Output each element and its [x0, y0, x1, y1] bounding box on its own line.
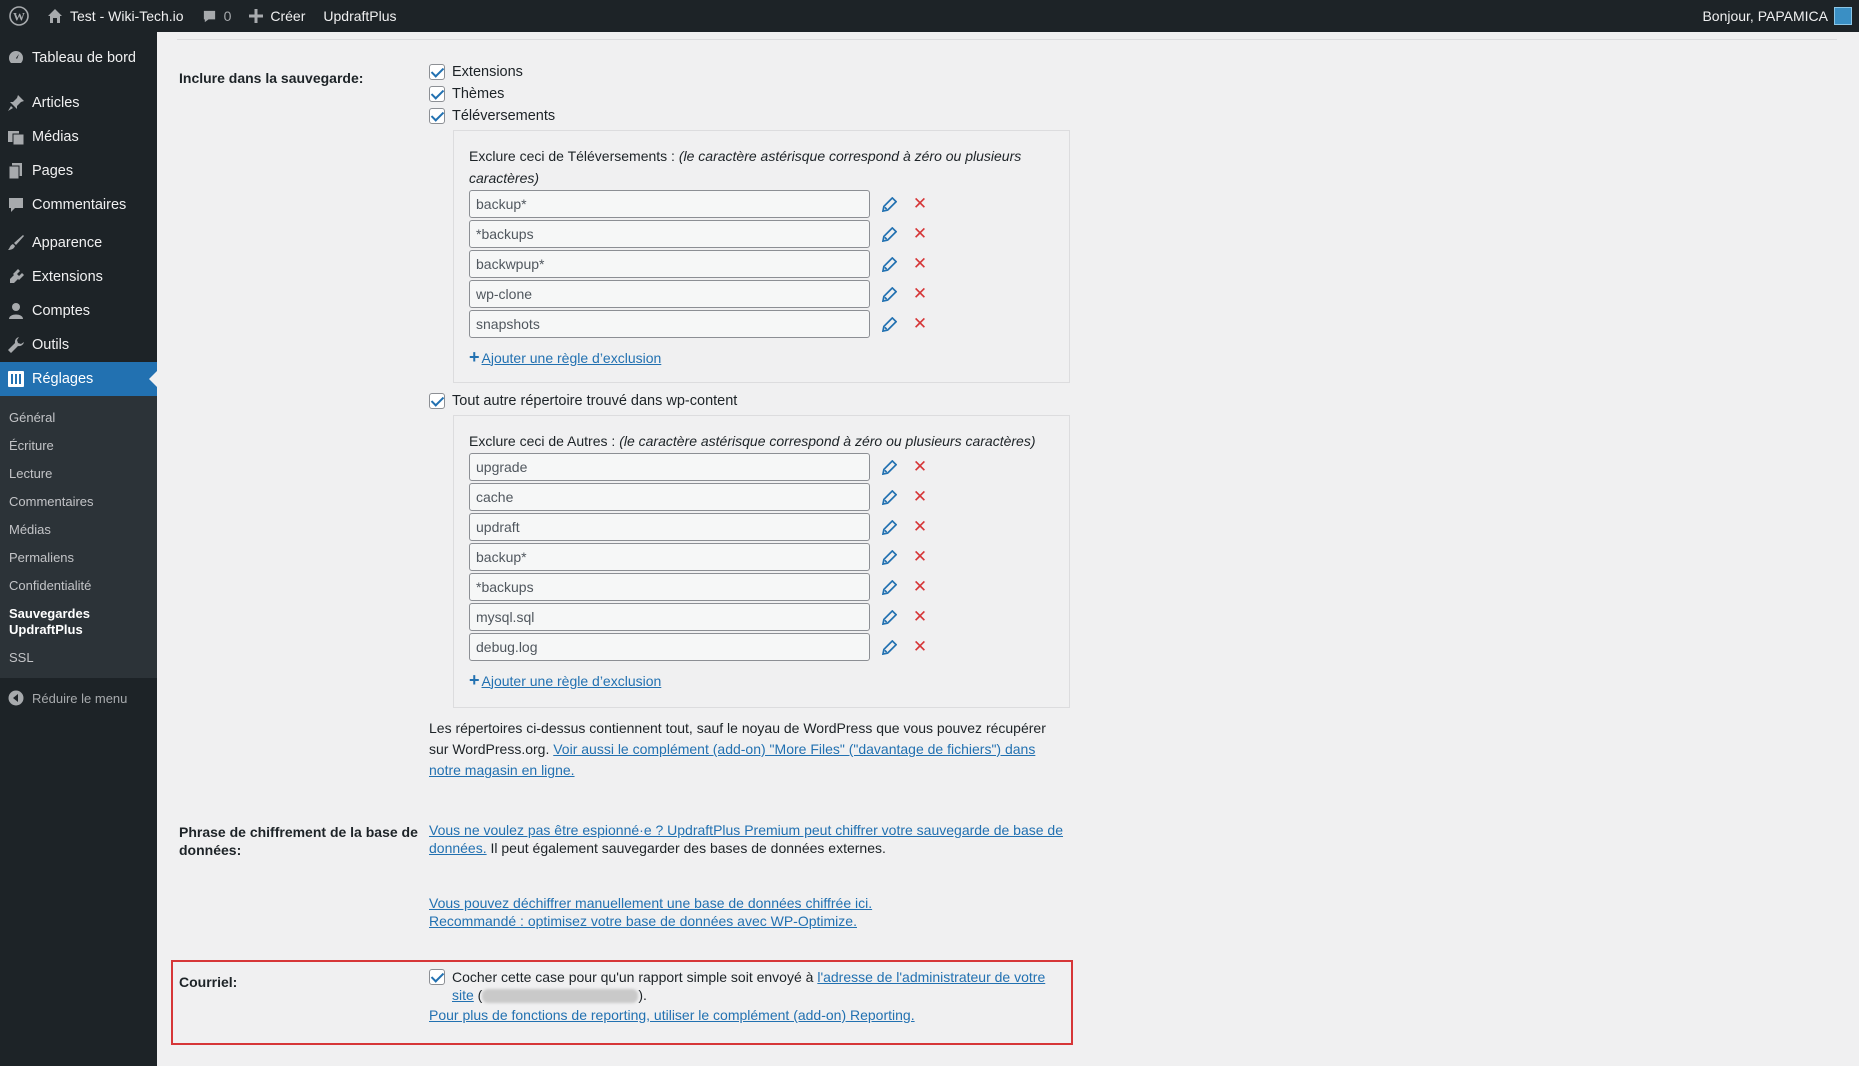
themes-label: Thèmes [452, 86, 505, 102]
pages-icon [7, 162, 25, 180]
sidebar-item-tools[interactable] [0, 328, 157, 362]
others-add-rule-label[interactable]: Ajouter une règle d’exclusion [481, 672, 662, 689]
exclude-rule-row [469, 542, 1054, 572]
settings-submenu [0, 396, 157, 678]
home-icon [47, 8, 63, 24]
submenu-item-privacy[interactable]: Confidentialité [9, 578, 92, 593]
decrypt-database-link[interactable]: Vous pouvez déchiffrer manuellement une base de données chiffrée ici. [429, 895, 873, 911]
delete-icon[interactable]: ✕ [912, 254, 928, 273]
wordpress-icon [9, 6, 29, 26]
exclude-rule-row [469, 632, 1054, 662]
comments-count: 0 [223, 8, 232, 24]
uploads-rules-list [469, 189, 1054, 339]
avatar [1834, 7, 1852, 25]
delete-icon[interactable]: ✕ [912, 284, 928, 303]
exclude-rule-row [469, 309, 1054, 339]
extensions-label: Extensions [452, 64, 523, 80]
plugin-icon [7, 268, 25, 286]
exclude-rule-row [469, 602, 1054, 632]
sidebar-item-users[interactable] [0, 294, 157, 328]
updraftplus-menu-link[interactable] [314, 0, 405, 32]
exclude-rule-input[interactable]: mysql.sql [469, 603, 870, 631]
sidebar-item-label: Extensions [32, 269, 103, 285]
updraftplus-label: UpdraftPlus [323, 8, 397, 24]
others-exclude-hint: (le caractère astérisque correspond à zéro ou plusieurs caractères) [619, 433, 1036, 449]
sidebar-item-articles[interactable] [0, 86, 157, 120]
pencil-icon[interactable] [882, 316, 898, 332]
email-field [429, 968, 1069, 1024]
encryption-label: Phrase de chiffrement de la base de données: [179, 824, 418, 858]
exclude-rule-row [469, 512, 1054, 542]
include-label: Inclure dans la sauvegarde: [179, 70, 364, 86]
plus-icon: + [469, 347, 480, 367]
email-checkbox-label: Cocher cette case pour qu'un rapport simple soit envoyé à [452, 969, 818, 985]
pencil-icon[interactable] [882, 549, 898, 565]
comments-link[interactable] [193, 0, 241, 32]
plus-icon [249, 9, 263, 23]
sidebar-item-label: Outils [32, 337, 70, 353]
collapse-menu-button[interactable] [0, 680, 157, 716]
uploads-label: Téléversements [452, 108, 556, 124]
submenu-item-permalinks[interactable]: Permaliens [9, 550, 75, 565]
exclude-rule-row [469, 219, 1054, 249]
exclude-rule-input[interactable]: backup* [469, 190, 870, 218]
submenu-item-general[interactable]: Général [9, 410, 56, 425]
exclude-rule-input[interactable]: cache [469, 483, 870, 511]
delete-icon[interactable]: ✕ [912, 517, 928, 536]
delete-icon[interactable]: ✕ [912, 487, 928, 506]
directories-note-text: Les répertoires ci-dessus contiennent tout, sauf le noyau de WordPress que vous pouvez récupérer sur WordPress.org. [429, 720, 1046, 757]
pencil-icon[interactable] [882, 196, 898, 212]
sidebar-item-comments[interactable] [0, 188, 157, 222]
pencil-icon[interactable] [882, 609, 898, 625]
sidebar-item-label: Comptes [32, 303, 91, 319]
sidebar-item-label: Apparence [32, 235, 103, 251]
delete-icon[interactable]: ✕ [912, 314, 928, 333]
extensions-checkbox-row[interactable] [429, 61, 555, 83]
dashboard-icon [7, 49, 25, 67]
submenu-item-media[interactable]: Médias [9, 522, 51, 537]
comment-icon [7, 196, 25, 214]
wordpress-logo-button[interactable] [0, 0, 38, 32]
delete-icon[interactable]: ✕ [912, 224, 928, 243]
greeting: Bonjour, PAPAMICA [1702, 8, 1828, 24]
exclude-rule-row [469, 189, 1054, 219]
exclude-rule-row [469, 279, 1054, 309]
uploads-checkbox[interactable] [429, 108, 445, 124]
exclude-rule-input[interactable]: backwpup* [469, 250, 870, 278]
uploads-checkbox-row[interactable] [429, 105, 555, 127]
user-icon [7, 302, 25, 320]
pencil-icon[interactable] [882, 639, 898, 655]
sidebar-item-dashboard[interactable] [0, 41, 157, 75]
sidebar-item-plugins[interactable] [0, 260, 157, 294]
exclude-rule-input[interactable]: wp-clone [469, 280, 870, 308]
themes-checkbox[interactable] [429, 86, 445, 102]
sidebar-item-label: Réglages [32, 371, 94, 387]
sidebar-item-label: Pages [32, 163, 74, 179]
pencil-icon[interactable] [882, 519, 898, 535]
exclude-rule-input[interactable]: backup* [469, 543, 870, 571]
pencil-icon[interactable] [882, 489, 898, 505]
submenu-item-ssl[interactable]: SSL [9, 650, 34, 665]
email-report-checkbox[interactable] [429, 969, 445, 985]
brush-icon [7, 234, 25, 252]
sidebar-item-pages[interactable] [0, 154, 157, 188]
themes-checkbox-row[interactable] [429, 83, 555, 105]
others-exclude-box [453, 415, 1070, 708]
delete-icon[interactable]: ✕ [912, 547, 928, 566]
exclude-rule-row [469, 572, 1054, 602]
encryption-field [429, 821, 1069, 857]
premium-encryption-link[interactable]: Vous ne voulez pas être espionné·e ? UpdraftPlus Premium peut chiffrer votre sauvegarde de base de données. [429, 822, 1064, 856]
uploads-exclude-prefix: Exclure ceci de Téléversements : [469, 148, 679, 164]
admin-bar [0, 0, 1859, 32]
site-name: Test - Wiki-Tech.io [70, 8, 184, 24]
uploads-add-rule-link[interactable] [469, 347, 1054, 368]
submenu-item-updraftplus[interactable]: Sauvegardes UpdraftPlus [9, 606, 90, 637]
delete-icon[interactable]: ✕ [912, 637, 928, 656]
sidebar-item-label: Articles [32, 95, 80, 111]
exclude-rule-input[interactable]: *backups [469, 573, 870, 601]
sidebar-item-settings[interactable] [0, 362, 157, 396]
sidebar-item-label: Tableau de bord [32, 50, 136, 66]
email-report-text: Cocher cette case pour qu'un rapport simple soit envoyé à l'adresse de l'administrateur de votre site ( ). [452, 969, 1046, 1003]
more-files-link[interactable]: Voir aussi le complément (add-on) "More Files" ("davantage de fichiers") dans notre magasin en ligne. [429, 741, 1036, 778]
others-checkbox-row[interactable] [429, 390, 737, 412]
sidebar-item-media[interactable] [0, 120, 157, 154]
redacted-email [482, 989, 638, 1003]
exclude-rule-row [469, 482, 1054, 512]
uploads-exclude-box [453, 130, 1070, 383]
admin-sidebar [0, 32, 157, 1066]
others-checkbox[interactable] [429, 393, 445, 409]
encryption-text: Il peut également sauvegarder des bases de données externes. [486, 840, 886, 856]
others-option [429, 390, 737, 412]
email-label: Courriel: [179, 974, 238, 990]
others-label: Tout autre répertoire trouvé dans wp-content [452, 393, 738, 409]
admin-email-link[interactable]: l'adresse de l'administrateur de votre site [452, 969, 1046, 1003]
wrench-icon [7, 336, 25, 354]
site-name-link[interactable] [38, 0, 193, 32]
exclude-rule-input[interactable]: upgrade [469, 453, 870, 481]
extensions-checkbox[interactable] [429, 64, 445, 80]
settings-icon [8, 371, 24, 387]
submenu-item-reading[interactable]: Lecture [9, 466, 53, 481]
wp-optimize-link[interactable]: Recommandé : optimisez votre base de données avec WP-Optimize. [429, 913, 857, 929]
sidebar-item-label: Commentaires [32, 197, 127, 213]
pencil-icon[interactable] [882, 256, 898, 272]
others-add-rule-link[interactable] [469, 670, 1054, 691]
new-content-label: Créer [270, 8, 306, 24]
others-exclude-description [469, 430, 1054, 452]
delete-icon[interactable]: ✕ [912, 577, 928, 596]
collapse-menu-label: Réduire le menu [32, 690, 128, 706]
sidebar-item-appearance[interactable] [0, 226, 157, 260]
reporting-addon-link[interactable]: Pour plus de fonctions de reporting, utiliser le complément (add-on) Reporting. [429, 1007, 915, 1023]
others-exclude-prefix: Exclure ceci de Autres : [469, 433, 620, 449]
pencil-icon[interactable] [882, 459, 898, 475]
sidebar-item-label: Médias [32, 129, 79, 145]
collapse-icon [8, 690, 24, 706]
uploads-add-rule-label[interactable]: Ajouter une règle d’exclusion [481, 349, 662, 366]
svg-text:W: W [13, 9, 25, 24]
others-rules-list [469, 452, 1054, 662]
pin-icon [7, 94, 25, 112]
submenu-item-discussion[interactable]: Commentaires [9, 494, 94, 509]
delete-icon[interactable]: ✕ [912, 457, 928, 476]
media-icon [7, 128, 25, 146]
exclude-rule-input[interactable]: snapshots [469, 310, 870, 338]
exclude-rule-input[interactable]: *backups [469, 220, 870, 248]
encryption-links [429, 894, 872, 930]
pencil-icon[interactable] [882, 579, 898, 595]
exclude-rule-input[interactable]: debug.log [469, 633, 870, 661]
delete-icon[interactable]: ✕ [912, 607, 928, 626]
my-account-link[interactable] [1702, 7, 1859, 25]
uploads-exclude-hint: (le caractère astérisque correspond à zéro ou plusieurs caractères) [469, 148, 1022, 186]
divider [177, 39, 1837, 40]
pencil-icon[interactable] [882, 226, 898, 242]
directories-note [429, 718, 1069, 781]
exclude-rule-row [469, 249, 1054, 279]
plus-icon: + [469, 670, 480, 690]
exclude-rule-input[interactable]: updraft [469, 513, 870, 541]
new-content-link[interactable] [240, 0, 314, 32]
submenu-item-writing[interactable]: Écriture [9, 438, 54, 453]
include-options [429, 61, 555, 127]
delete-icon[interactable]: ✕ [912, 194, 928, 213]
pencil-icon[interactable] [882, 286, 898, 302]
comment-icon [202, 9, 217, 24]
exclude-rule-row [469, 452, 1054, 482]
uploads-exclude-description [469, 145, 1054, 189]
main-content [157, 32, 1859, 1066]
